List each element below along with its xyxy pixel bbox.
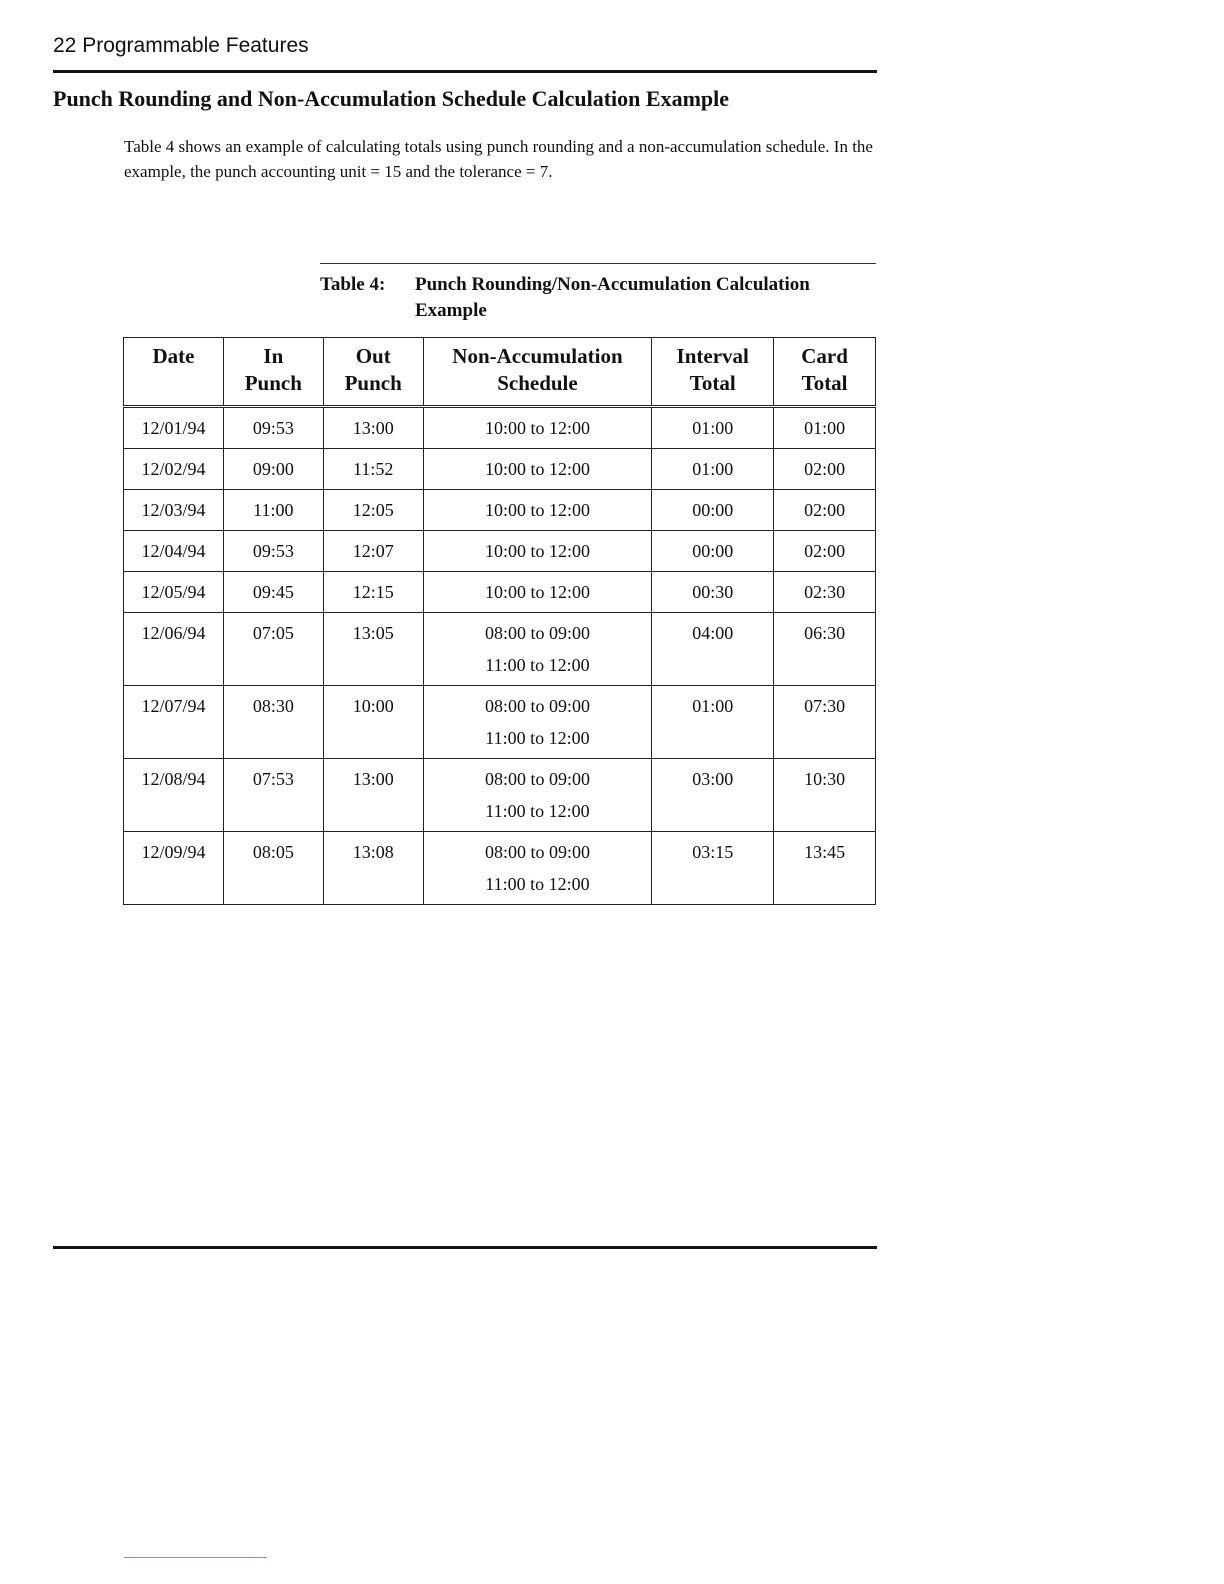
cell-in-punch: 11:00 bbox=[223, 490, 323, 531]
cell-in-punch: 09:53 bbox=[223, 531, 323, 572]
table-row bbox=[124, 572, 876, 613]
cell-interval-total: 01:00 bbox=[652, 686, 774, 759]
cell-interval-total: 00:00 bbox=[652, 490, 774, 531]
cell-out-punch: 13:00 bbox=[323, 759, 423, 832]
cell-schedule bbox=[423, 572, 652, 613]
schedule-line: 08:00 to 09:00 bbox=[484, 769, 590, 789]
cell-date: 12/07/94 bbox=[124, 686, 224, 759]
cell-interval-total: 00:00 bbox=[652, 531, 774, 572]
header-schedule: Non-Accumulation Schedule bbox=[423, 338, 652, 407]
cell-card-total: 06:30 bbox=[774, 613, 876, 686]
cell-out-punch: 13:00 bbox=[323, 407, 423, 449]
cell-in-punch: 07:53 bbox=[223, 759, 323, 832]
cell-interval-total: 03:00 bbox=[652, 759, 774, 832]
cell-schedule bbox=[423, 531, 652, 572]
header-out-punch: Out Punch bbox=[323, 338, 423, 407]
table-caption-text: Punch Rounding/Non-Accumulation Calculation Example bbox=[415, 274, 810, 321]
cell-schedule bbox=[423, 449, 652, 490]
header-date: Date bbox=[124, 338, 224, 407]
cell-interval-total: 01:00 bbox=[652, 449, 774, 490]
table-row bbox=[124, 759, 876, 832]
schedule-line: 10:00 to 12:00 bbox=[484, 418, 590, 438]
table-caption-number: Table 4: bbox=[320, 274, 386, 295]
header-in-punch: In Punch bbox=[223, 338, 323, 407]
bottom-rule bbox=[53, 1246, 877, 1249]
cell-card-total: 01:00 bbox=[774, 407, 876, 449]
cell-out-punch: 13:08 bbox=[323, 832, 423, 905]
schedule-line: 11:00 to 12:00 bbox=[485, 728, 590, 748]
cell-out-punch: 12:05 bbox=[323, 490, 423, 531]
schedule-line: 11:00 to 12:00 bbox=[485, 801, 590, 821]
cell-date: 12/06/94 bbox=[124, 613, 224, 686]
schedule-line: 08:00 to 09:00 bbox=[484, 696, 590, 716]
cell-schedule bbox=[423, 613, 652, 686]
table-row bbox=[124, 490, 876, 531]
cell-schedule bbox=[423, 407, 652, 449]
cell-card-total: 07:30 bbox=[774, 686, 876, 759]
cell-in-punch: 08:30 bbox=[223, 686, 323, 759]
header-card-total: Card Total bbox=[774, 338, 876, 407]
cell-schedule bbox=[423, 490, 652, 531]
table-row bbox=[124, 407, 876, 449]
section-title: Punch Rounding and Non-Accumulation Schedule Calculation Example bbox=[53, 86, 730, 111]
table-header-row bbox=[124, 338, 876, 407]
cell-in-punch: 09:00 bbox=[223, 449, 323, 490]
cell-card-total: 02:00 bbox=[774, 449, 876, 490]
schedule-line: 08:00 to 09:00 bbox=[484, 842, 590, 862]
cell-interval-total: 03:15 bbox=[652, 832, 774, 905]
cell-card-total: 13:45 bbox=[774, 832, 876, 905]
cell-out-punch: 12:07 bbox=[323, 531, 423, 572]
cell-date: 12/02/94 bbox=[124, 449, 224, 490]
schedule-line: 10:00 to 12:00 bbox=[484, 582, 590, 602]
cell-card-total: 02:00 bbox=[774, 490, 876, 531]
schedule-line: 11:00 to 12:00 bbox=[485, 874, 590, 894]
cell-out-punch: 11:52 bbox=[323, 449, 423, 490]
cell-card-total: 02:00 bbox=[774, 531, 876, 572]
caption-rule bbox=[320, 263, 876, 264]
schedule-line: 10:00 to 12:00 bbox=[484, 500, 590, 520]
table-row bbox=[124, 832, 876, 905]
cell-date: 12/05/94 bbox=[124, 572, 224, 613]
cell-in-punch: 09:53 bbox=[223, 407, 323, 449]
table-row bbox=[124, 613, 876, 686]
schedule-line: 10:00 to 12:00 bbox=[484, 459, 590, 479]
table-row bbox=[124, 449, 876, 490]
schedule-line: 08:00 to 09:00 bbox=[484, 623, 590, 643]
cell-date: 12/03/94 bbox=[124, 490, 224, 531]
cell-schedule bbox=[423, 686, 652, 759]
header-interval-total: Interval Total bbox=[652, 338, 774, 407]
cell-card-total: 10:30 bbox=[774, 759, 876, 832]
cell-date: 12/04/94 bbox=[124, 531, 224, 572]
intro-paragraph: Table 4 shows an example of calculating totals using punch rounding and a non-accumulation schedule. In the example, the punch accounting unit = 15 and the tolerance = 7. bbox=[124, 137, 873, 181]
cell-date: 12/08/94 bbox=[124, 759, 224, 832]
cell-schedule bbox=[423, 832, 652, 905]
cell-interval-total: 01:00 bbox=[652, 407, 774, 449]
top-rule bbox=[53, 70, 877, 73]
cell-schedule bbox=[423, 759, 652, 832]
cell-interval-total: 04:00 bbox=[652, 613, 774, 686]
cell-in-punch: 09:45 bbox=[223, 572, 323, 613]
schedule-line: 10:00 to 12:00 bbox=[484, 541, 590, 561]
schedule-line: 11:00 to 12:00 bbox=[485, 655, 590, 675]
calculation-table bbox=[123, 337, 876, 905]
table-row bbox=[124, 531, 876, 572]
cell-card-total: 02:30 bbox=[774, 572, 876, 613]
cell-out-punch: 10:00 bbox=[323, 686, 423, 759]
cell-out-punch: 13:05 bbox=[323, 613, 423, 686]
cell-date: 12/09/94 bbox=[124, 832, 224, 905]
cell-in-punch: 07:05 bbox=[223, 613, 323, 686]
footer-stub-line bbox=[124, 1557, 267, 1558]
running-head: 22 Programmable Features bbox=[53, 34, 309, 57]
table-row bbox=[124, 686, 876, 759]
cell-in-punch: 08:05 bbox=[223, 832, 323, 905]
cell-interval-total: 00:30 bbox=[652, 572, 774, 613]
cell-date: 12/01/94 bbox=[124, 407, 224, 449]
cell-out-punch: 12:15 bbox=[323, 572, 423, 613]
